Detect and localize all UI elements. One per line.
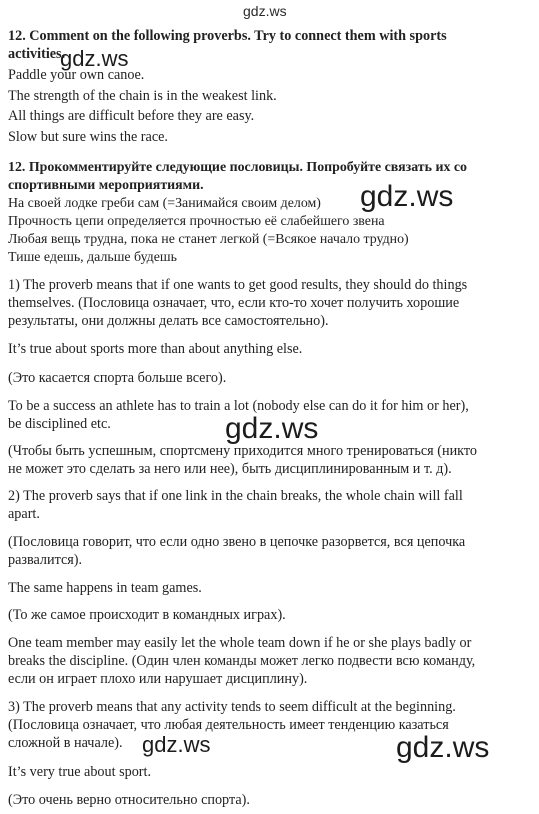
answer-line: (Пословица означает, что любая деятельность имеет тенденцию казаться <box>8 717 449 733</box>
answer-line: be disciplined etc. <box>8 416 111 432</box>
answer-line: результаты, они должны делать все самостоятельно). <box>8 313 329 329</box>
watermark-5: gdz.ws <box>396 731 490 764</box>
answer-line: если он играет плохо или нарушает дисциплину). <box>8 671 308 687</box>
answer-line: развалится). <box>8 552 83 568</box>
watermark-2: gdz.ws <box>360 180 454 213</box>
proverb-ru: На своей лодке греби сам (=Занимайся своим делом) <box>8 196 321 211</box>
answer-line: One team member may easily let the whole team down if he or she plays badly or <box>8 635 472 651</box>
answer-line: сложной в начале). <box>8 735 123 751</box>
answer-line: The same happens in team games. <box>8 580 202 596</box>
task-ru-heading: 12. Прокомментируйте следующие пословицы. Попробуйте связать их со <box>8 160 467 175</box>
answer-line: (Пословица говорит, что если одно звено в цепочке разорвется, вся цепочка <box>8 534 466 550</box>
watermark-3: gdz.ws <box>225 412 319 445</box>
answer-line: не может это сделать за него или нее), быть дисциплинированным и т. д). <box>8 461 452 477</box>
task-en-heading: 12. Comment on the following proverbs. Try to connect them with sports <box>8 28 447 44</box>
proverb-en: Paddle your own canoe. <box>8 67 145 83</box>
task-en-heading: activities. <box>8 46 66 62</box>
answer-line: (Это очень верно относительно спорта). <box>8 792 250 808</box>
answer-line: It’s true about sports more than about anything else. <box>8 341 303 357</box>
answer-line: (Чтобы быть успешным, спортсмену приходится много тренироваться (никто <box>8 443 477 459</box>
answer-line: It’s very true about sport. <box>8 764 152 780</box>
proverb-en: All things are difficult before they are easy. <box>8 108 255 124</box>
proverb-ru: Прочность цепи определяется прочностью её слабейшего звена <box>8 214 385 229</box>
task-ru-heading: спортивными мероприятиями. <box>8 178 204 193</box>
proverb-ru: Любая вещь трудна, пока не станет легкой (=Всякое начало трудно) <box>8 232 409 247</box>
answer-line: (Это касается спорта больше всего). <box>8 370 227 386</box>
answer-line: breaks the discipline. (Один член команды может легко подвести всю команду, <box>8 653 476 669</box>
proverb-en: The strength of the chain is in the weakest link. <box>8 88 277 104</box>
proverb-ru: Тише едешь, дальше будешь <box>8 250 177 265</box>
answer-line: To be a success an athlete has to train a lot (nobody else can do it for him or her), <box>8 398 469 414</box>
answer-line: 2) The proverb says that if one link in the chain breaks, the whole chain will fall <box>8 488 463 504</box>
answer-line: themselves. (Пословица означает, что, если кто-то хочет получить хорошие <box>8 295 460 311</box>
watermark-top: gdz.ws <box>243 3 287 19</box>
answer-line: apart. <box>8 506 40 522</box>
watermark-1: gdz.ws <box>60 46 129 71</box>
answer-line: 1) The proverb means that if one wants to get good results, they should do things <box>8 277 468 293</box>
answer-line: 3) The proverb means that any activity tends to seem difficult at the beginning. <box>8 699 456 715</box>
proverb-en: Slow but sure wins the race. <box>8 129 168 145</box>
answer-line: (То же самое происходит в командных играх). <box>8 607 286 623</box>
watermark-4: gdz.ws <box>142 732 211 757</box>
